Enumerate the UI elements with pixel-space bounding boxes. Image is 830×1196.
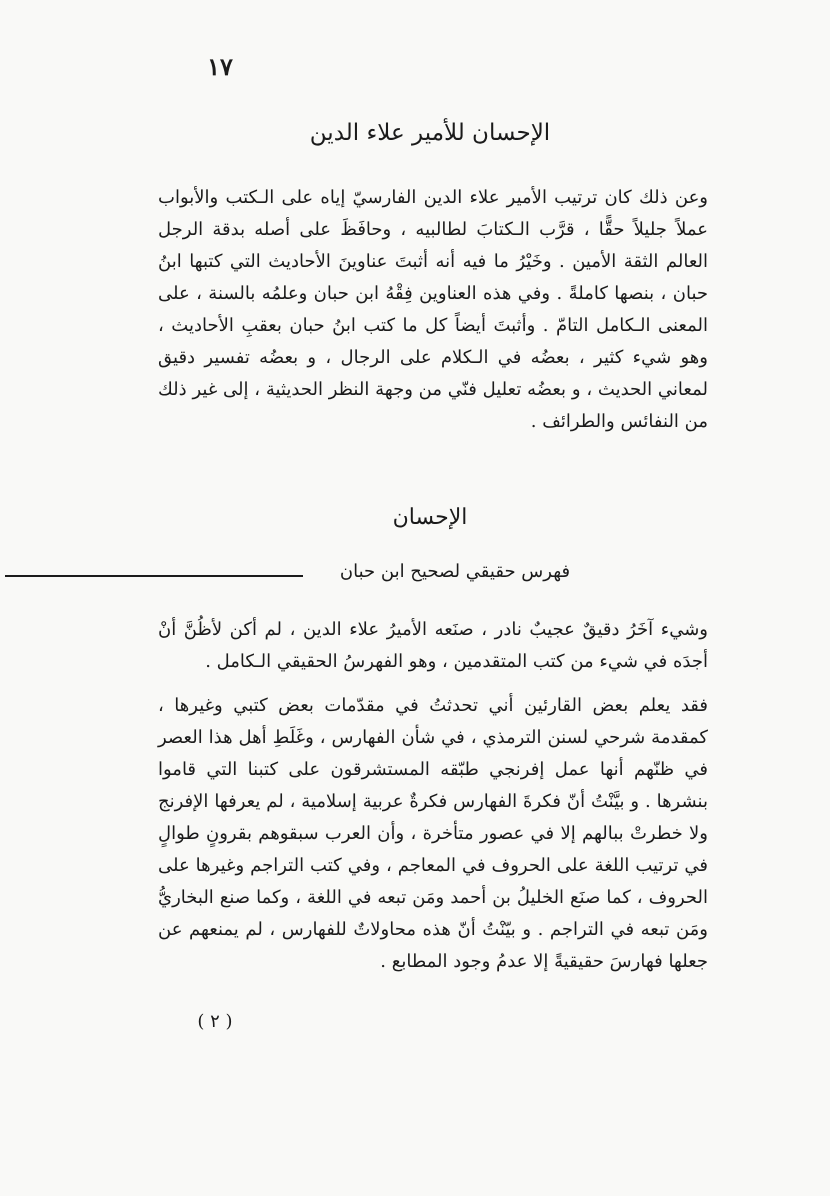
body-paragraph-3: فقد يعلم بعض القارئين أني تحدثتُ في مقدّمات بعض كتبي وغيرها ، كمقدمة شرحي لسنن الترمذي ، في شأن الفهارس ، وغَلَطِ أهل هذا العصر في ظنّهم أنها عمل إفرنجي طبّقه المستشرقون على كتبنا التي قاموا بنشرها . و بيَّنْتُ أنّ فكرةَ الفهارس فكرةٌ عربية إسلامية ، لم يعرفها الإفرنج ولا خطرتْ ببالهم إلا في عصور متأخرة ، وأن العرب سبقوهم بقرونٍ طوالٍ في ترتيب اللغة على الحروف في المعاجم ، وفي كتب التراجم وغيرها على الحروف ، كما صنَع الخليلُ بن أحمد ومَن تبعه في اللغة ، وكما صنع البخاريُّ ومَن تبعه في التراجم . و بيّنْتُ أنّ هذه محاولاتٌ للفهارس ، لم يمنعهم عن جعلها فهارسَ حقيقيةً إلا عدمُ وجود المطابع .: [158, 695, 708, 972]
subtitle-divider-line: [5, 575, 303, 577]
section-heading: الإحسان للأمير علاء الدين: [309, 120, 551, 146]
body-paragraph-2: وشيء آخَرُ دقيقٌ عجيبٌ نادر ، صنَعه الأميرُ علاء الدين ، لم أكن لأظُنَّ أنْ أجدَه في شيء من كتب المتقدمين ، وهو الفهرسُ الحقيقي الـكامل .: [158, 619, 708, 672]
body-paragraph-1: وعن ذلك كان ترتيب الأمير علاء الدين الفارسيّ إياه على الـكتب والأبواب عملاً جليلاً حقًّا ، قرَّب الـكتابَ لطالبيه ، وحافَظَ على أصله بدقة الرجل العالم الثقة الأمين . وخَيْرُ ما فيه أنه أثبتَ عناوينَ الأحاديث التي كتبها ابنُ حبان ، بنصها كاملةً . وفي هذه العناوين فِقْهُ ابن حبان وعلمُه بالسنة ، على المعنى الـكامل التامّ . وأثبتَ أيضاً كل ما كتب ابنُ حبان بعقبِ الأحاديث ، وهو شيء كثير ، بعضُه في الـكلام على الرجال ، و بعضُه تفسير دقيق لمعاني الحديث ، و بعضُه تعليل فنّي من وجهة النظر الحديثية ، إلى غير ذلك من النفائس والطرائف .: [158, 187, 708, 432]
signature-mark: ( ٢ ): [197, 1011, 233, 1032]
section-subtitle: فهرس حقيقي لصحيح ابن حبان: [339, 561, 571, 582]
page-number: ١٧: [207, 52, 233, 81]
section-heading-2: الإحسان: [392, 505, 468, 530]
subtitle-row: [0, 561, 830, 591]
